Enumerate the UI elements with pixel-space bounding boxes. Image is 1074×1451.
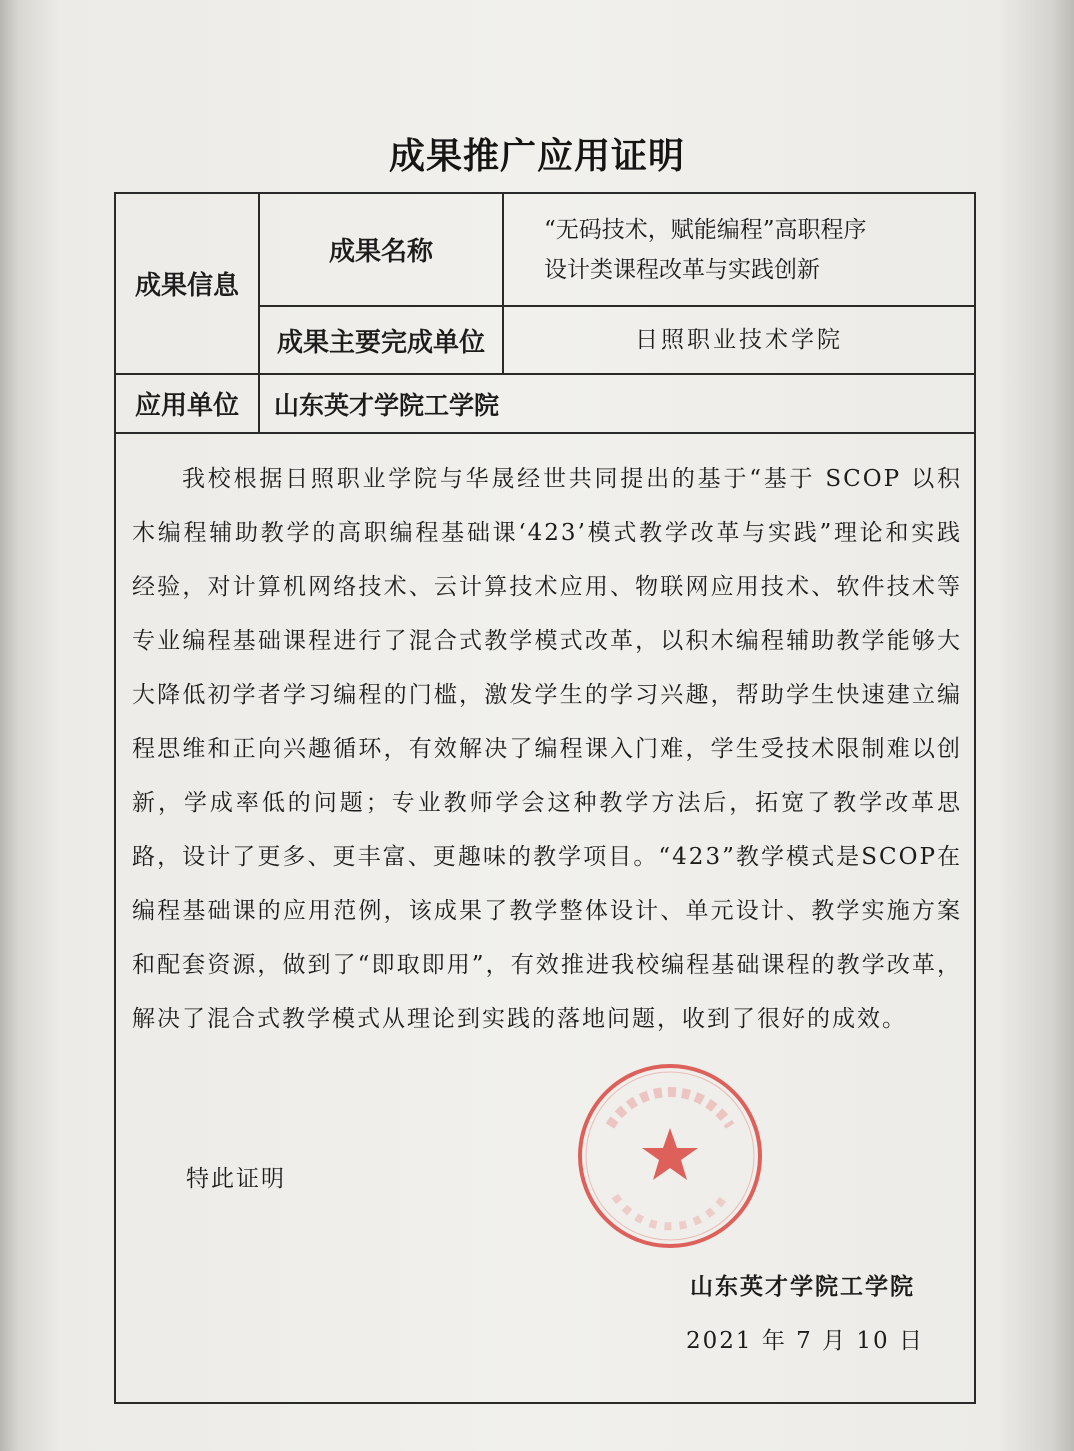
red-star-seal-icon	[570, 1056, 770, 1256]
applicant-unit-value: 山东英才学院工学院	[274, 390, 500, 420]
result-name-value-line2: 设计类课程改革与实践创新	[544, 256, 820, 283]
completing-unit-label: 成果主要完成单位	[276, 327, 485, 358]
applicant-unit-label: 应用单位	[134, 391, 239, 421]
document-title: 成果推广应用证明	[388, 136, 685, 177]
section-label-result-info: 成果信息	[134, 271, 239, 301]
result-name-value-line1: “无码技术，赋能编程”高职程序	[544, 216, 867, 243]
result-name-value	[504, 194, 974, 305]
closing-statement: 特此证明	[186, 1166, 286, 1192]
table-row-divider	[114, 432, 976, 434]
signing-organization: 山东英才学院工学院	[690, 1273, 915, 1300]
signing-date: 2021 年 7 月 10 日	[686, 1328, 924, 1354]
completing-unit-value: 日照职业技术学院	[635, 327, 843, 353]
certificate-body-paragraph: 我校根据日照职业学院与华晟经世共同提出的基于“基于 SCOP 以积木编程辅助教学的高职编程基础课‘423’模式教学改革与实践”理论和实践经验，对计算机网络技术、云计算技术应用、物联网应用技术、软件技术等专业编程基础课程进行了混合式教学模式改革，以积木编程辅助教学能够大大降低初学者学习编程的门槛，激发学生的学习兴趣，帮助学生快速建立编程思维和正向兴趣循环，有效解决了编程课入门难，学生受技术限制难以创新，学成率低的问题；专业教师学会这种教学方法后，拓宽了教学改革思路，设计了更多、更丰富、更趣味的教学项目。“423”教学模式是SCOP在编程基础课的应用范例，该成果了教学整体设计、单元设计、教学实施方案和配套资源，做到了“即取即用”，有效推进我校编程基础课程的教学改革，解决了混合式教学模式从理论到实践的落地问题，收到了很好的成效。	[132, 466, 962, 1032]
result-name-label: 成果名称	[328, 237, 433, 267]
